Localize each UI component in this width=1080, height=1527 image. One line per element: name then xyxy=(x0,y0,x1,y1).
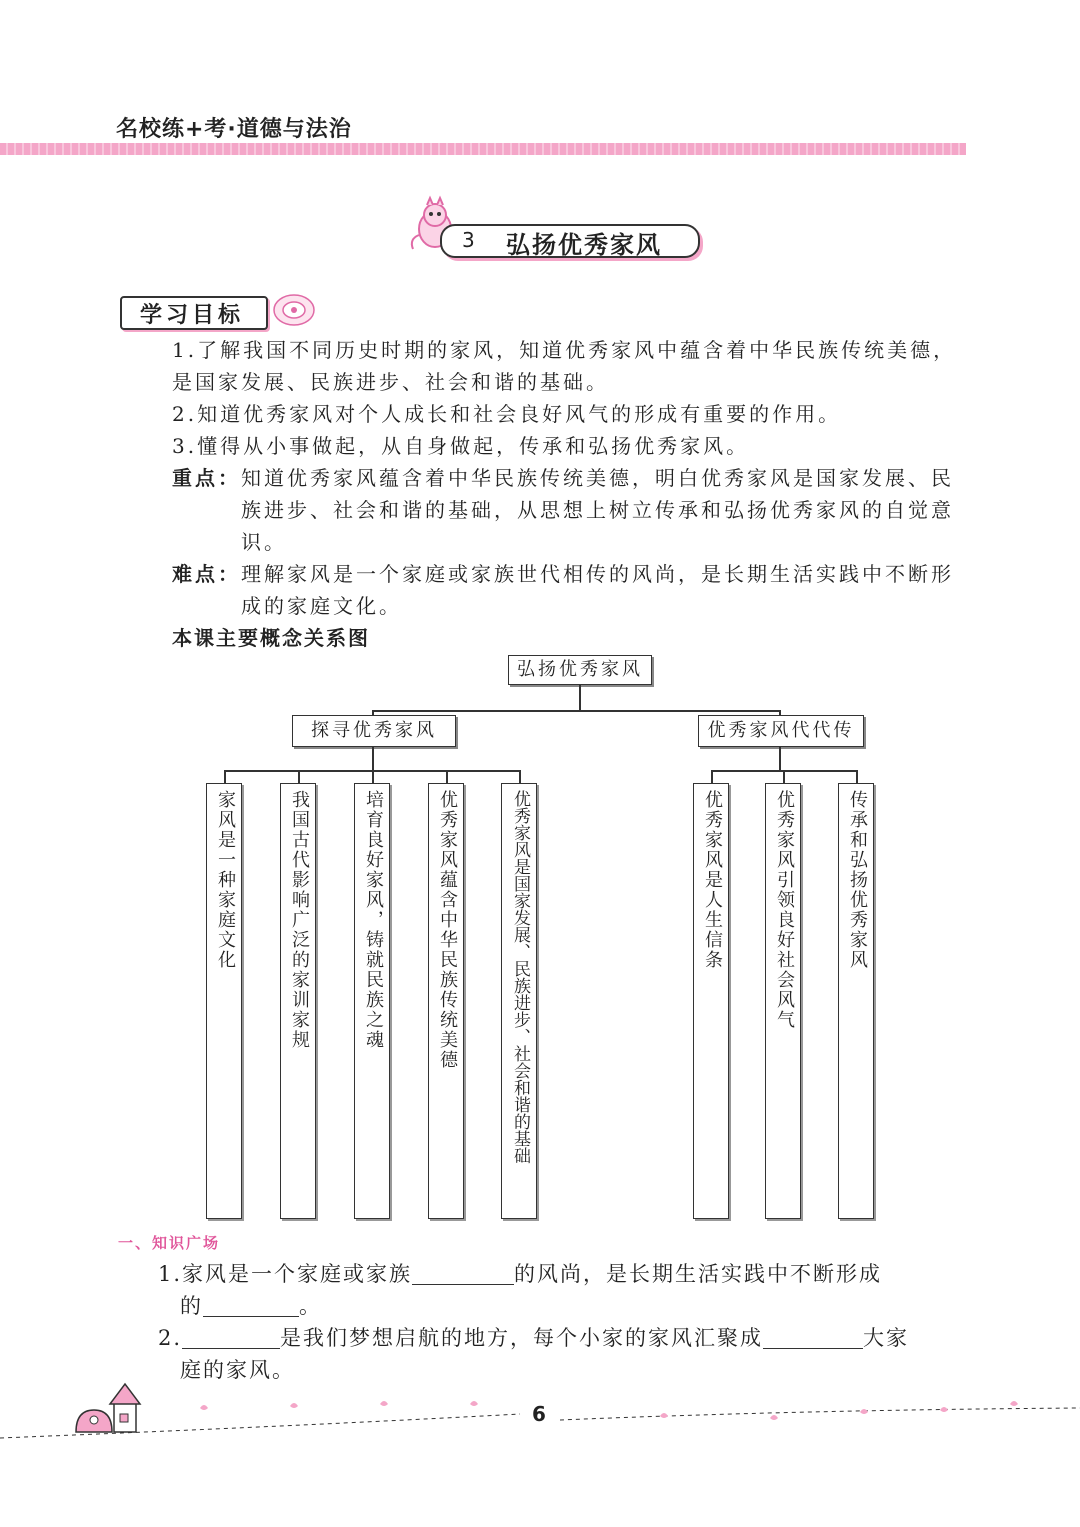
question-text: 1.家风是一个家庭或家族 xyxy=(158,1262,413,1286)
question-text: 的 xyxy=(180,1294,203,1318)
learning-goals-label: 学习目标 xyxy=(140,303,245,328)
page-number: 6 xyxy=(532,1402,546,1426)
difficulty-label: 难点： xyxy=(172,562,241,586)
answer-blank[interactable] xyxy=(182,1326,280,1349)
question-text: 是我们梦想启航的地方，每个小家的家风汇聚成 xyxy=(280,1326,764,1350)
answer-blank[interactable] xyxy=(203,1294,299,1317)
house-decoration-icon xyxy=(72,1380,152,1436)
question-text: 。 xyxy=(299,1294,322,1318)
concept-leaf: 优秀家风是国家发展、民族进步、社会和谐的基础 xyxy=(501,783,537,1219)
section-heading: 一、知识广场 xyxy=(118,1234,221,1252)
goal-item-3: 3.懂得从小事做起，从自身做起，传承和弘扬优秀家风。 xyxy=(172,434,750,458)
question-text: 大家 xyxy=(863,1326,910,1350)
question-text: 2. xyxy=(158,1326,183,1350)
goal-item-2: 2.知道优秀家风对个人成长和社会良好风气的形成有重要的作用。 xyxy=(172,402,842,426)
concept-leaf: 培育良好家风，铸就民族之魂 xyxy=(354,783,390,1219)
difficulty-text: 理解家风是一个家庭或家族世代相传的风尚，是长期生活实践中不断形成的家庭文化。 xyxy=(241,562,954,618)
concept-leaf: 传承和弘扬优秀家风 xyxy=(838,783,874,1219)
concept-branch-explore: 探寻优秀家风 xyxy=(292,715,456,747)
question-text: 的风尚，是长期生活实践中不断形成 xyxy=(514,1262,883,1286)
concept-branch-inherit: 优秀家风代代传 xyxy=(698,715,864,747)
question-1-cont xyxy=(180,1290,970,1322)
lesson-title: 弘扬优秀家风 xyxy=(506,231,662,259)
flower-decoration-icon xyxy=(266,288,322,332)
concept-leaf: 我国古代影响广泛的家训家规 xyxy=(280,783,316,1219)
key-point-text: 知道优秀家风蕴含着中华民族传统美德，明白优秀家风是国家发展、民族进步、社会和谐的基础，从思想上树立传承和弘扬优秀家风的自觉意识。 xyxy=(241,466,954,554)
question-2 xyxy=(158,1322,968,1354)
concept-leaf: 家风是一种家庭文化 xyxy=(206,783,242,1219)
running-header: 名校练+考·道德与法治 xyxy=(116,117,352,142)
lesson-number: 3 xyxy=(462,228,475,252)
header-stripe xyxy=(0,143,966,155)
difficulty-point xyxy=(172,558,972,622)
goal-item-1: 1.了解我国不同历史时期的家风，知道优秀家风中蕴含着中华民族传统美德，是国家发展、民族进步、社会和谐的基础。 xyxy=(172,338,957,394)
concept-map-heading: 本课主要概念关系图 xyxy=(172,626,370,650)
answer-blank[interactable] xyxy=(412,1262,514,1285)
concept-leaf: 优秀家风蕴含中华民族传统美德 xyxy=(428,783,464,1219)
key-point xyxy=(172,462,972,558)
concept-root: 弘扬优秀家风 xyxy=(508,655,652,685)
question-2-cont xyxy=(180,1354,970,1386)
question-1 xyxy=(158,1258,968,1290)
concept-leaf: 优秀家风是人生信条 xyxy=(693,783,729,1219)
key-point-label: 重点： xyxy=(172,466,241,490)
concept-leaf: 优秀家风引领良好社会风气 xyxy=(765,783,801,1219)
question-text: 庭的家风。 xyxy=(180,1358,295,1382)
answer-blank[interactable] xyxy=(763,1326,863,1349)
